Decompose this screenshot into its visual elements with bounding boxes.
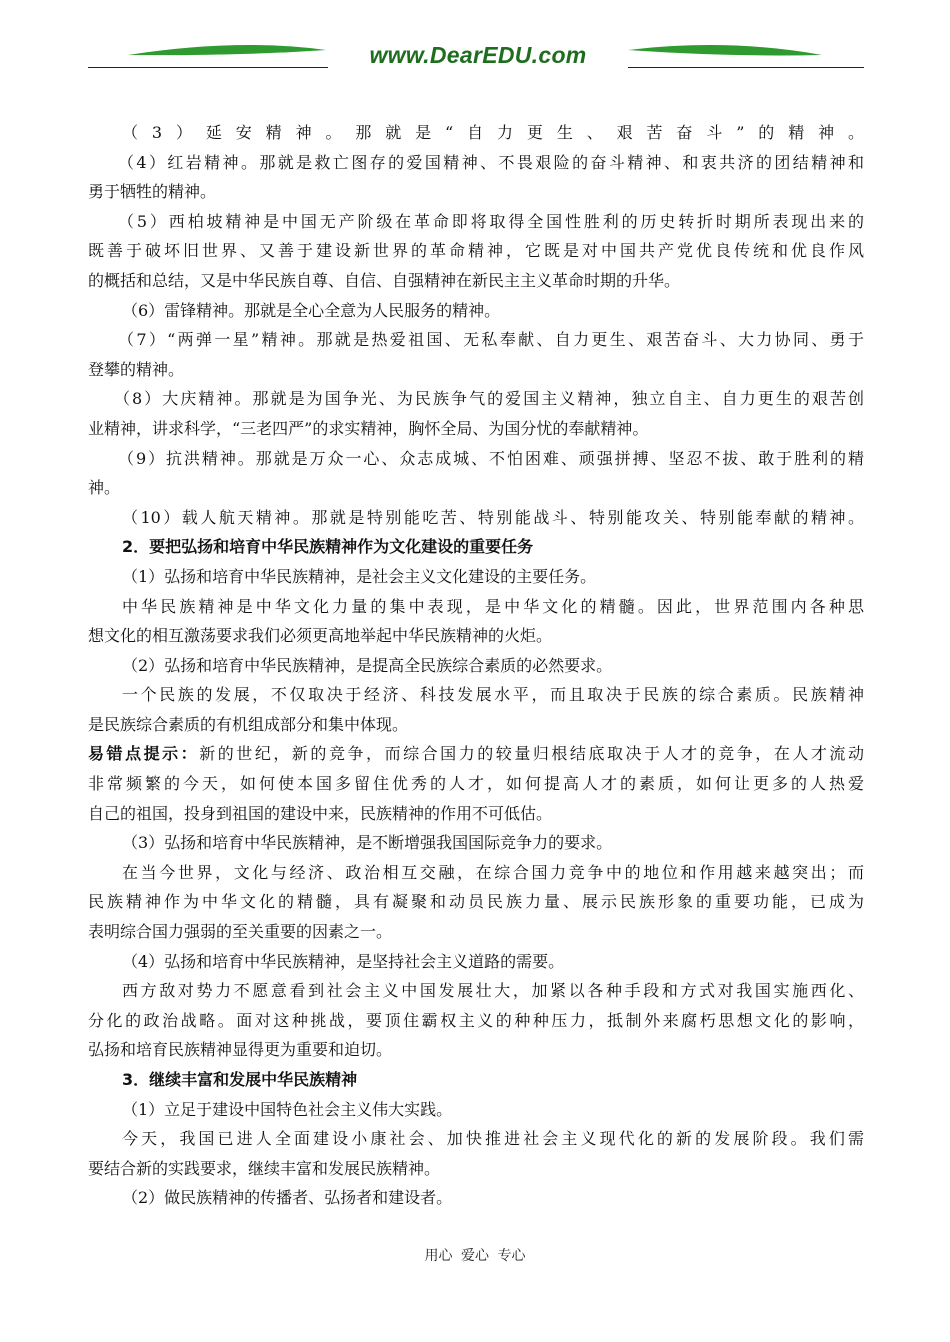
text-line: （3）延安精神。那就是“自力更生、艰苦奋斗”的精神。 bbox=[122, 123, 864, 142]
site-brand[interactable]: www.DearEDU.com bbox=[328, 42, 628, 68]
page-footer: 用心 爱心 专心 bbox=[424, 1248, 526, 1264]
text-line: 勇于牺牲的精神。 bbox=[88, 182, 217, 202]
text-line: （2）弘扬和培育中华民族精神，是提高全民族综合素质的必然要求。 bbox=[122, 655, 613, 675]
text-line: （4）红岩精神。那就是救亡图存的爱国精神、不畏艰险的奋斗精神、和衷共济的团结精神和 bbox=[118, 152, 864, 172]
text-line: （1）立足于建设中国特色社会主义伟大实践。 bbox=[122, 1099, 453, 1119]
text-line: （7）“两弹一星”精神。那就是热爱祖国、无私奉献、自力更生、艰苦奋斗、大力协同、勇于 bbox=[118, 330, 864, 350]
text-line: 非常频繁的今天，如何使本国多留住优秀的人才，如何提高人才的素质，如何让更多的人热爱 bbox=[88, 774, 864, 794]
text-line: （6）雷锋精神。那就是全心全意为人民服务的精神。 bbox=[122, 300, 501, 320]
text-line: （10）载人航天精神。那就是特别能吃苦、特别能战斗、特别能攻关、特别能奉献的精神。 bbox=[122, 507, 864, 527]
text-line: 表明综合国力强弱的至关重要的因素之一。 bbox=[88, 922, 393, 942]
text-line: （5）西柏坡精神是中国无产阶级在革命即将取得全国性胜利的历史转折时期所表现出来的 bbox=[118, 211, 864, 231]
text-line: 登攀的精神。 bbox=[88, 359, 185, 379]
text-line: 在当今世界，文化与经济、政治相互交融，在综合国力竞争中的地位和作用越来越突出；而 bbox=[122, 862, 864, 882]
section-heading: 3．继续丰富和发展中华民族精神 bbox=[122, 1070, 358, 1089]
text-line: 西方敌对势力不愿意看到社会主义中国发展壮大，加紧以各种手段和方式对我国实施西化、 bbox=[122, 981, 864, 1001]
text-line: 神。 bbox=[88, 478, 121, 498]
text-line: 自己的祖国，投身到祖国的建设中来，民族精神的作用不可低估。 bbox=[88, 803, 553, 823]
text-line: 业精神，讲求科学，“三老四严”的求实精神，胸怀全局、为国分忧的奉献精神。 bbox=[88, 418, 649, 438]
text-line: 是民族综合素质的有机组成部分和集中体现。 bbox=[88, 714, 409, 734]
tip-label: 易错点提示： bbox=[88, 744, 200, 764]
text-line: （4）弘扬和培育中华民族精神，是坚持社会主义道路的需要。 bbox=[122, 951, 565, 971]
document-body bbox=[88, 118, 864, 1213]
text-line: 的概括和总结，又是中华民族自尊、自信、自强精神在新民主主义革命时期的升华。 bbox=[88, 270, 681, 290]
text-line: 弘扬和培育民族精神显得更为重要和迫切。 bbox=[88, 1040, 393, 1060]
text-line: 分化的政治战略。面对这种挑战，要顶住霸权主义的种种压力，抵制外来腐朽思想文化的影响， bbox=[88, 1010, 864, 1030]
text-line bbox=[88, 739, 864, 769]
text-line: 既善于破坏旧世界、又善于建设新世界的革命精神，它既是对中国共产党优良传统和优良作风 bbox=[88, 241, 864, 261]
text-line: （8）大庆精神。那就是为国争光、为民族争气的爱国主义精神，独立自主、自力更生的艰苦创 bbox=[114, 389, 864, 409]
text-line: 今天，我国已进人全面建设小康社会、加快推进社会主义现代化的新的发展阶段。我们需 bbox=[122, 1129, 864, 1149]
text-line: （3）弘扬和培育中华民族精神，是不断增强我国国际竞争力的要求。 bbox=[122, 833, 613, 853]
page-header bbox=[88, 36, 864, 72]
text-line: （9）抗洪精神。那就是万众一心、众志成城、不怕困难、顽强拼搏、坚忍不拔、敢于胜利的精 bbox=[118, 448, 864, 468]
text-line: 中华民族精神是中华文化力量的集中表现，是中华文化的精髓。因此，世界范围内各种思 bbox=[122, 596, 864, 616]
text-line: 要结合新的实践要求，继续丰富和发展民族精神。 bbox=[88, 1158, 441, 1178]
text-line: （1）弘扬和培育中华民族精神，是社会主义文化建设的主要任务。 bbox=[122, 566, 597, 586]
tip-text: 新的世纪，新的竞争，而综合国力的较量归根结底取决于人才的竞争，在人才流动 bbox=[199, 744, 864, 764]
section-heading: 2．要把弘扬和培育中华民族精神作为文化建设的重要任务 bbox=[122, 537, 534, 557]
text-line: 一个民族的发展，不仅取决于经济、科技发展水平，而且取决于民族的综合素质。民族精神 bbox=[122, 685, 864, 705]
text-line: 想文化的相互激荡要求我们必须更高地举起中华民族精神的火炬。 bbox=[88, 626, 553, 646]
text-line: 民族精神作为中华文化的精髓，具有凝聚和动员民族力量、展示民族形象的重要功能，已成为 bbox=[88, 892, 864, 912]
text-line: （2）做民族精神的传播者、弘扬者和建设者。 bbox=[122, 1188, 453, 1208]
